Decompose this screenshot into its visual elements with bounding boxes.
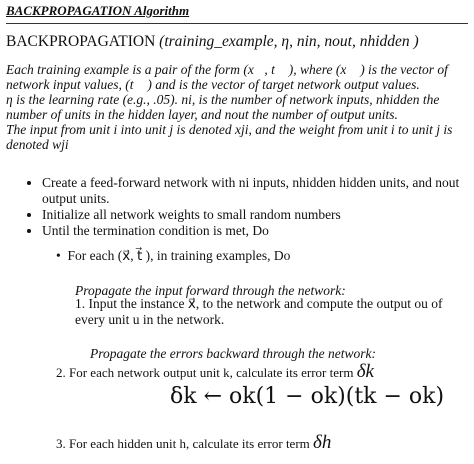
for-each-line [56, 248, 290, 264]
propagate-backward-title: Propagate the errors backward through the network: [90, 346, 376, 361]
delta-k-symbol: δk [356, 361, 374, 382]
intro-paragraph-2: η is the learning rate (e.g., .05). ni, is the number of network inputs, nhidden the number of units in the hidden layer, and nout the number of output units. [6, 92, 440, 122]
title-rule [6, 23, 468, 24]
main-bullets [20, 175, 474, 239]
intro-text [6, 62, 472, 152]
propagate-forward-title: Propagate the input forward through the network: [75, 283, 346, 298]
error-term-equation: δk ← ok(1 − ok)(tk − ok) [170, 384, 445, 409]
step-2-text: 2. For each network output unit k, calculate its error term [56, 365, 354, 380]
step-2 [56, 361, 374, 383]
algorithm-signature: (training_example, η, nin, nout, nhidden ) [159, 33, 419, 50]
intro-paragraph-1: Each training example is a pair of the form (x⃗, t⃗ ), where (x⃗ ) is the vector of network input values, (t⃗ ) and is the vector of target network output values. [6, 62, 448, 92]
step-3-text: 3. For each hidden unit h, calculate its error term [56, 436, 310, 451]
bullet-until-termination: • Until the termination condition is met, Do [42, 223, 474, 239]
step-3 [56, 432, 331, 454]
algorithm-name: BACKPROPAGATION [6, 33, 156, 50]
bullet-initialize-weights: • Initialize all network weights to small random numbers [42, 207, 474, 223]
bullet-dot: • [56, 248, 68, 263]
document-title: BACKPROPAGATION Algorithm [6, 3, 190, 18]
delta-h-symbol: δh [313, 432, 332, 453]
intro-paragraph-3: The input from unit i into unit j is denoted xji, and the weight from unit i to unit j is denoted wji [6, 122, 453, 152]
for-each-text: For each (x⃗, t⃗ ), in training examples, Do [67, 248, 291, 263]
bullet-create-network: • Create a feed-forward network with ni inputs, nhidden hidden units, and nout output units. [42, 175, 474, 207]
step-1: 1. Input the instance x⃗, to the network and compute the output ou of every unit u in the network. [75, 296, 443, 327]
algorithm-header [6, 33, 419, 51]
